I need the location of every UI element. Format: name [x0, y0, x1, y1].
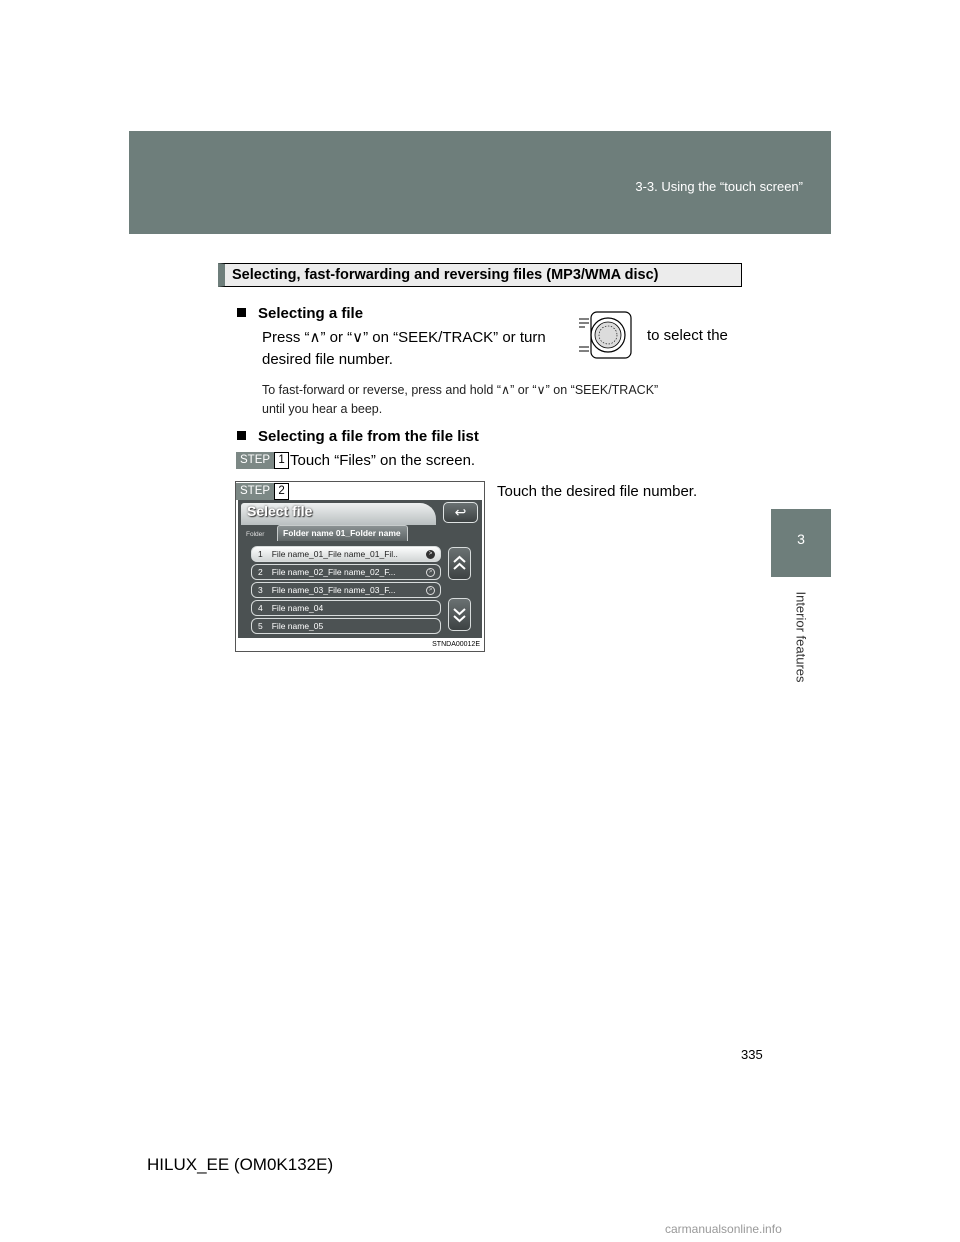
chapter-number: 3 [797, 531, 805, 547]
step-label: STEP [236, 452, 274, 469]
folder-label: Folder [246, 531, 265, 538]
file-row-text [258, 585, 396, 595]
back-button[interactable] [443, 502, 478, 523]
folder-name: Folder name 01_Folder name [283, 528, 401, 538]
selecting-file-heading [237, 305, 363, 322]
section-heading [218, 263, 742, 287]
file-row[interactable] [251, 546, 441, 562]
file-list-heading [237, 428, 479, 445]
back-arrow-icon: ↩ [454, 504, 467, 520]
touch-display [238, 500, 482, 638]
bullet-square-icon [237, 431, 246, 440]
step-label: STEP [236, 483, 274, 500]
file-row[interactable] [251, 618, 441, 634]
file-details-arrow-icon[interactable]: > [426, 586, 435, 595]
select-file-screen-illustration [235, 481, 485, 652]
file-number: 2 [258, 567, 263, 577]
chapter-side-label-text: Interior features [793, 591, 809, 683]
step-number: 1 [274, 452, 289, 469]
chapter-tab [771, 509, 831, 577]
image-code: STNDA00012E [432, 641, 480, 648]
file-row-text [258, 567, 396, 577]
chapter-title: 3-3. Using the “touch screen” [635, 179, 803, 194]
file-number: 5 [258, 621, 263, 631]
chapter-side-label [770, 582, 832, 692]
file-name: File name_04 [271, 603, 324, 613]
section-heading-text: Selecting, fast-forwarding and reversing files (MP3/WMA disc) [232, 267, 659, 283]
instruction-line-1-right: to select the [647, 327, 728, 344]
file-row-text [258, 549, 398, 559]
step-2-badge [236, 483, 289, 500]
step-number: 2 [274, 483, 289, 500]
header-band [129, 131, 831, 234]
manual-id: HILUX_EE (OM0K132E) [147, 1155, 334, 1174]
selecting-file-heading-text: Selecting a file [258, 305, 364, 322]
scroll-up-button[interactable] [448, 547, 471, 580]
file-name: File name_02_File name_02_F... [271, 567, 396, 577]
instruction-line-1: Press “∧” or “∨” on “SEEK/TRACK” or turn [262, 329, 546, 346]
file-details-arrow-icon[interactable]: > [426, 550, 435, 559]
instruction-line-2: desired file number. [262, 351, 393, 368]
note-line-1: To fast-forward or reverse, press and hold “∧” or “∨” on “SEEK/TRACK” [262, 383, 659, 397]
file-name: File name_01_File name_01_Fil.. [271, 549, 398, 559]
file-row-text [258, 603, 323, 613]
file-number: 1 [258, 549, 263, 559]
file-name: File name_03_File name_03_F... [271, 585, 396, 595]
file-row[interactable] [251, 582, 441, 598]
file-number: 4 [258, 603, 263, 613]
file-details-arrow-icon[interactable]: > [426, 568, 435, 577]
page-number: 335 [741, 1047, 763, 1062]
watermark: carmanualsonline.info [665, 1222, 782, 1236]
note-line-2: until you hear a beep. [262, 402, 383, 416]
file-row[interactable] [251, 600, 441, 616]
tune-knob-icon [577, 309, 633, 361]
step-1-badge [236, 452, 289, 469]
step-2-text: Touch the desired file number. [497, 483, 698, 500]
scroll-down-button[interactable] [448, 598, 471, 631]
file-row[interactable] [251, 564, 441, 580]
double-chevron-up-icon [449, 548, 470, 579]
file-row-text [258, 621, 323, 631]
file-list-heading-text: Selecting a file from the file list [258, 428, 479, 445]
file-number: 3 [258, 585, 263, 595]
bullet-square-icon [237, 308, 246, 317]
screen-title: Select file [247, 503, 313, 519]
step-1-text: Touch “Files” on the screen. [290, 452, 476, 469]
folder-tab[interactable] [277, 525, 408, 541]
file-name: File name_05 [271, 621, 324, 631]
double-chevron-down-icon [449, 599, 470, 630]
